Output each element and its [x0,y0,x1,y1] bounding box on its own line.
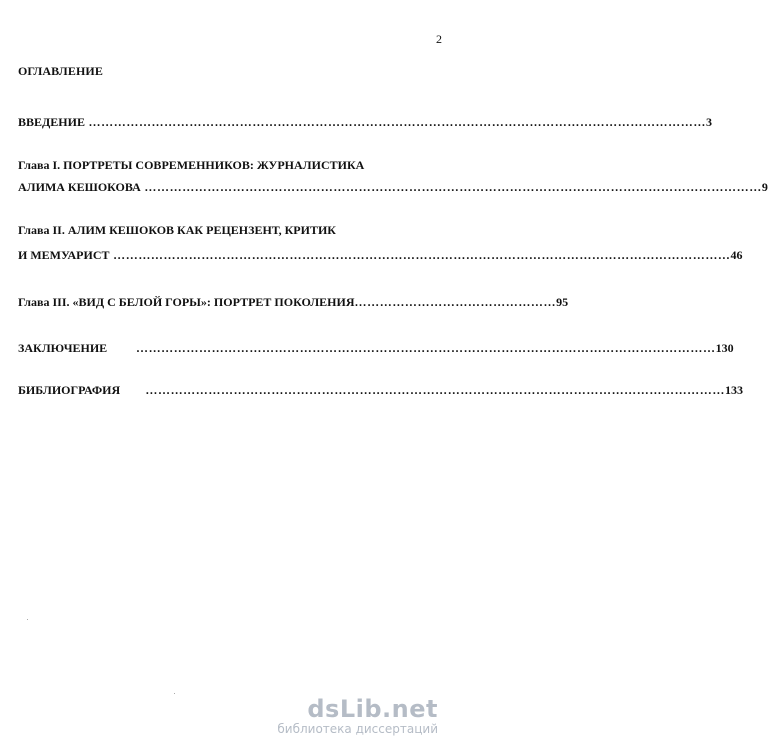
dot-leader: ………………………………………………………………………………………………………………………… [120,383,725,397]
dot-leader: ………………………………………………………………………………………………………………………………… [140,180,762,194]
watermark-logo: dsLib.net [307,695,438,723]
scan-speck [27,619,28,620]
toc-entry-intro [18,115,712,130]
dot-leader: ………………………………………………………………………………………………………………………………… [84,115,706,129]
toc-entry-page: 95 [556,295,569,309]
toc-entry-page: 130 [715,341,734,355]
toc-entry-title: И МЕМУАРИСТ [18,248,110,262]
toc-entry-page: 9 [761,180,768,194]
toc-entry-chapter3 [18,295,569,310]
toc-entry-conclusion [18,341,734,356]
page-number: 2 [436,32,442,46]
toc-entry-page: 133 [724,383,743,397]
toc-entry-chapter1-line1: Глава I. ПОРТРЕТЫ СОВРЕМЕННИКОВ: ЖУРНАЛИСТИКА [18,158,365,172]
toc-entry-title: ВВЕДЕНИЕ [18,115,85,129]
watermark [277,697,438,735]
toc-entry-page: 46 [730,248,743,262]
toc-entry-chapter1 [18,180,768,195]
toc-entry-chapter2-line1: Глава II. АЛИМ КЕШОКОВ КАК РЕЦЕНЗЕНТ, КРИТИК [18,223,337,237]
toc-entry-chapter2 [18,248,743,263]
toc-entry-title: АЛИМА КЕШОКОВА [18,180,141,194]
scan-speck [174,693,175,694]
toc-entry-bibliography [18,383,743,398]
dot-leader: ………………………………………………………………………………………………………………………………… [109,248,731,262]
toc-entry-title: БИБЛИОГРАФИЯ [18,383,121,397]
toc-entry-title: ЗАКЛЮЧЕНИЕ [18,341,108,355]
toc-heading: ОГЛАВЛЕНИЕ [18,64,103,78]
toc-entry-title: Глава III. «ВИД С БЕЛОЙ ГОРЫ»: ПОРТРЕТ ПОКОЛЕНИЯ [18,295,355,309]
watermark-subtitle: библиотека диссертаций [277,722,438,736]
dot-leader: ………………………………………………………………………………………………………………………… [107,341,716,355]
dot-leader: ………………………………………… [354,295,557,309]
toc-entry-page: 3 [705,115,712,129]
